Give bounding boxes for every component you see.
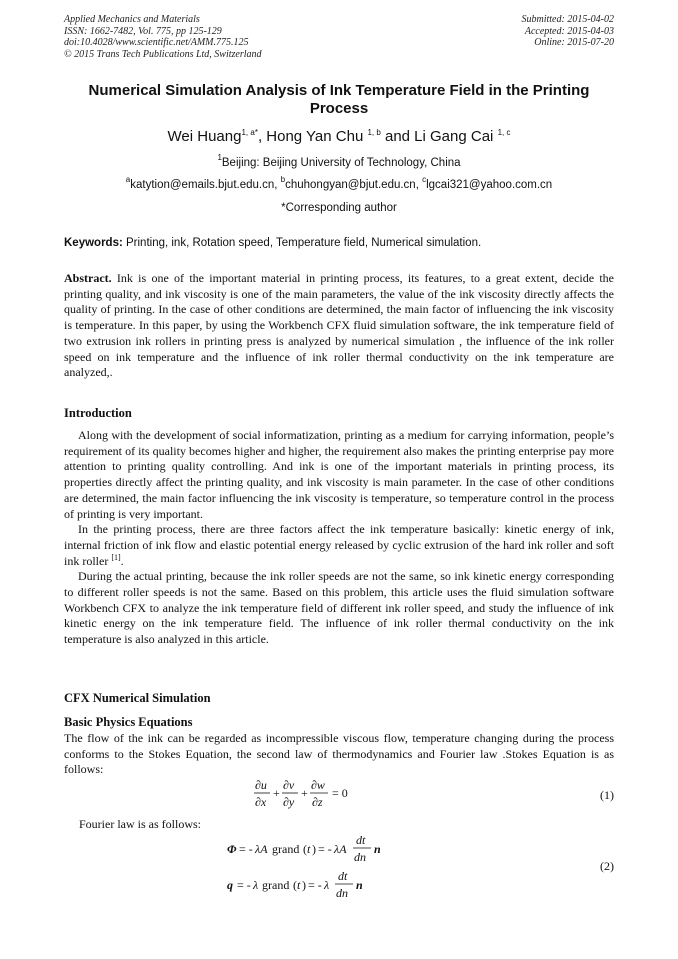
svg-text:t: t — [307, 842, 311, 856]
email-link[interactable]: katytion@emails.bjut.edu.cn, — [130, 179, 281, 191]
svg-text:q: q — [227, 878, 233, 892]
journal-header — [64, 14, 262, 60]
svg-text:(: ( — [293, 878, 297, 892]
dates-header — [522, 14, 615, 49]
author-name: , Hong Yan Chu — [257, 128, 368, 145]
svg-text:dt: dt — [338, 869, 348, 883]
svg-text:): ) — [312, 842, 316, 856]
introduction-body — [64, 428, 614, 648]
citation-ref[interactable]: [1] — [111, 552, 121, 562]
journal-copyright: © 2015 Trans Tech Publications Ltd, Switzerland — [64, 48, 262, 60]
affiliation — [64, 153, 614, 170]
svg-text:t: t — [297, 878, 301, 892]
svg-text:∂y: ∂y — [283, 795, 295, 809]
author-superscript: 1, b — [367, 128, 381, 137]
affiliation-superscript: 1 — [217, 153, 222, 162]
cfx-heading: CFX Numerical Simulation — [64, 691, 211, 705]
svg-text:∂u: ∂u — [255, 778, 267, 792]
svg-text:∂z: ∂z — [312, 795, 323, 809]
svg-text:dt: dt — [356, 833, 366, 847]
intro-paragraph-2-end: . — [120, 553, 124, 568]
svg-text:= -: = - — [318, 842, 332, 856]
svg-text:n: n — [374, 842, 381, 856]
author-superscript: 1, c — [497, 128, 511, 137]
affiliation-text: Beijing: Beijing University of Technology, China — [221, 157, 461, 169]
abstract-text: Ink is one of the important material in printing process, its features, to a great extent, decide the printing quality, and ink viscosity is one of the main parameters, the value of the ink viscosity directly affects the quality of printing. In the case of other conditions are determined, the main factor of influencing the ink viscosity is temperature. In this paper, by using the Workbench CFX fluid simulation software, the ink temperature field of two extrusion ink rollers in printing press is analyzed by numerical simulation , the influence of the ink roller speed on ink temperature and the influence of ink roller thermal conductivity on the ink temperature are analyzed,. — [64, 271, 614, 380]
email-link[interactable]: chuhongyan@bjut.edu.cn, — [285, 179, 423, 191]
abstract — [64, 271, 614, 381]
journal-doi: doi:10.4028/www.scientific.net/AMM.775.125 — [64, 37, 249, 48]
svg-text:λA: λA — [255, 842, 268, 856]
email-superscript: b — [280, 175, 286, 184]
introduction-heading: Introduction — [64, 406, 132, 420]
svg-text:dn: dn — [336, 886, 348, 900]
svg-text:λA: λA — [334, 842, 347, 856]
svg-text:(: ( — [303, 842, 307, 856]
intro-paragraph-1: Along with the development of social informatization, printing as a medium for carrying information, people’s requirement of its quality becomes higher and higher, the requirement also makes the printing enterprise pay more attention to printing quality controlling. And ink is one of the important materials in printing process, its properties directly affect the printing quality, and ink viscosity is main parameter. In the case of other conditions are determined, the main factor influencing the ink viscosity is temperature, so temperature control in the process of printing is very important. — [64, 428, 614, 521]
intro-paragraph-2 — [64, 522, 614, 569]
stokes-equation — [252, 776, 362, 812]
submitted-date: Submitted: 2015-04-02 — [521, 14, 614, 25]
email-superscript: a — [125, 175, 131, 184]
svg-text:λ: λ — [253, 878, 259, 892]
svg-text:+: + — [301, 786, 308, 800]
svg-text:grand: grand — [262, 878, 290, 892]
svg-text:n: n — [356, 878, 363, 892]
svg-text:∂x: ∂x — [255, 795, 267, 809]
svg-text:∂v: ∂v — [283, 778, 295, 792]
email-link[interactable]: lgcai321@yahoo.com.cn — [426, 179, 553, 191]
svg-text:dn: dn — [354, 850, 366, 864]
author-superscript: 1, a* — [241, 128, 258, 137]
physics-paragraph: The flow of the ink can be regarded as incompressible viscous flow, temperature changing during the process conforms to the Stokes Equation, the second law of thermodynamics and Fourier law .Stokes Equation is as follows: — [64, 731, 614, 777]
journal-name: Applied Mechanics and Materials — [64, 14, 200, 25]
author-name: Wei Huang — [167, 128, 242, 145]
author-list — [64, 128, 614, 146]
physics-subheading: Basic Physics Equations — [64, 715, 193, 729]
equation-number-2: (2) — [600, 859, 614, 873]
fourier-intro: Fourier law is as follows: — [79, 817, 201, 831]
keywords-label: Keywords: — [64, 237, 123, 249]
svg-text:= -: = - — [237, 878, 251, 892]
corresponding-author-note: *Corresponding author — [281, 202, 397, 214]
equation-number-1: (1) — [600, 788, 614, 802]
abstract-label: Abstract. — [64, 271, 112, 285]
intro-paragraph-3: During the actual printing, because the ink roller speeds are not the same, so ink kinetic energy corresponding to different roller speeds is not the same. Based on this problem, this article uses the fluid simulation software Workbench CFX to analyze the ink temperature field of different ink roller speed, and study the influence of ink kinetic energy on the ink temperature field. The influence of ink roller thermal conductivity on the ink temperature is also analyzed in this article. — [64, 569, 614, 647]
svg-text:= 0: = 0 — [332, 786, 348, 800]
paper-title: Numerical Simulation Analysis of Ink Temperature Field in the Printing Process — [88, 82, 590, 117]
keywords — [64, 236, 614, 250]
svg-text:): ) — [302, 878, 306, 892]
accepted-date: Accepted: 2015-04-03 — [524, 25, 614, 37]
fourier-equations — [225, 832, 415, 906]
svg-text:= -: = - — [308, 878, 322, 892]
svg-text:λ: λ — [324, 878, 330, 892]
svg-text:Φ: Φ — [227, 842, 237, 856]
svg-text:= -: = - — [239, 842, 253, 856]
keywords-text: Printing, ink, Rotation speed, Temperature field, Numerical simulation. — [122, 237, 482, 249]
journal-issn: ISSN: 1662-7482, Vol. 775, pp 125-129 — [64, 25, 222, 37]
intro-paragraph-2-text: In the printing process, there are three factors affect the ink temperature basically: kinetic energy of ink, internal friction of ink flow and elastic potential energy released by cyclic extrusion of the hard ink roller and soft ink roller — [64, 522, 614, 568]
author-emails — [40, 175, 638, 192]
email-superscript: c — [422, 175, 427, 184]
online-date: Online: 2015-07-20 — [534, 37, 614, 48]
svg-text:grand: grand — [272, 842, 300, 856]
svg-text:∂w: ∂w — [311, 778, 325, 792]
svg-text:+: + — [273, 786, 280, 800]
author-name: and Li Gang Cai — [380, 128, 498, 145]
